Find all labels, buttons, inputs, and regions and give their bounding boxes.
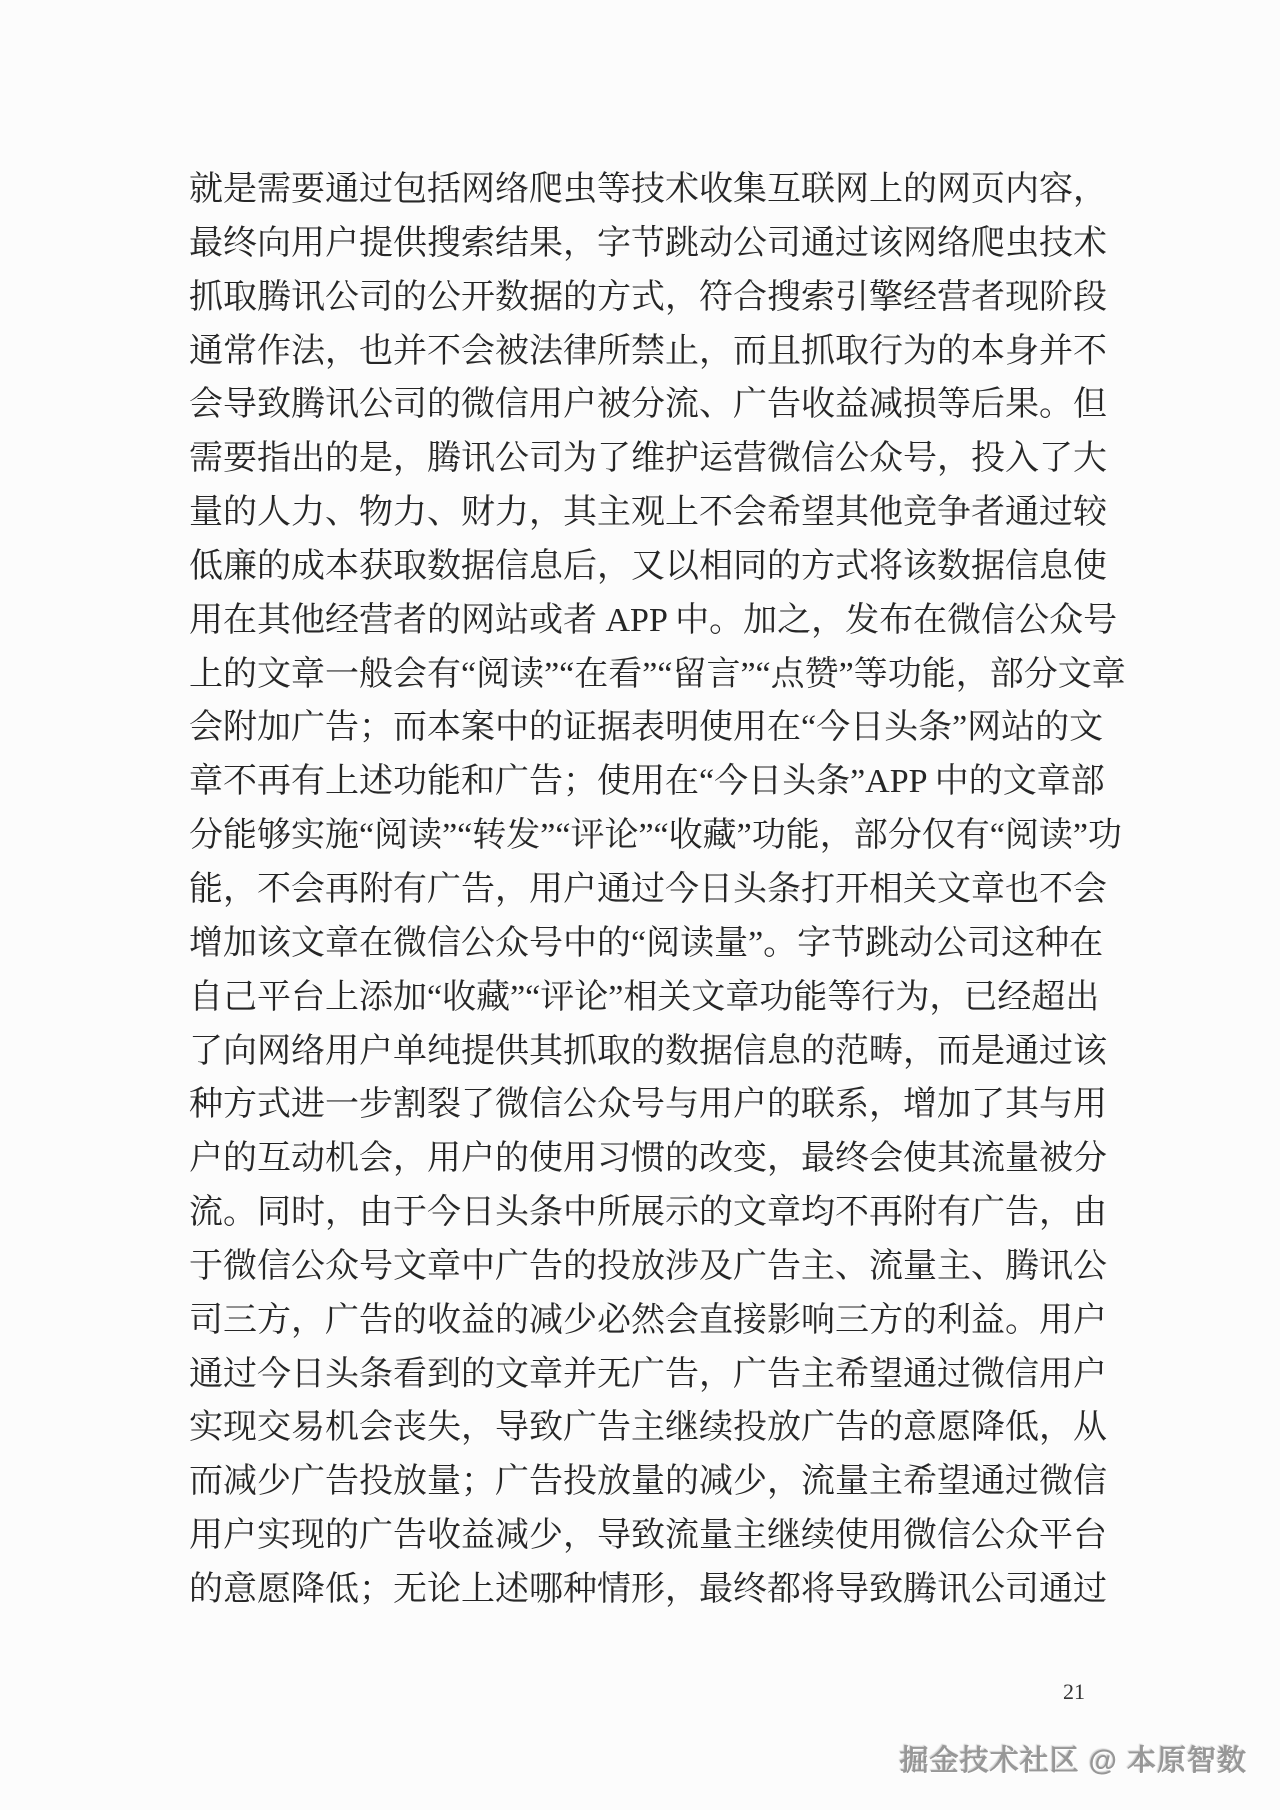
text-line: 抓取腾讯公司的公开数据的方式，符合搜索引擎经营者现阶段 xyxy=(189,278,1107,316)
text-line: 种方式进一步割裂了微信公众号与用户的联系，增加了其与用 xyxy=(189,1086,1107,1124)
text-line: 分能够实施“阅读”“转发”“评论”“收藏”功能，部分仅有“阅读”功 xyxy=(189,817,1122,855)
watermark: 掘金技术社区 @ 本原智数 xyxy=(899,1745,1247,1777)
text-line: 会导致腾讯公司的微信用户被分流、广告收益减损等后果。但 xyxy=(189,386,1107,424)
text-line: 用户实现的广告收益减少，导致流量主继续使用微信公众平台 xyxy=(189,1517,1107,1555)
text-line: 增加该文章在微信公众号中的“阅读量”。字节跳动公司这种在 xyxy=(189,924,1104,962)
text-line: 户的互动机会，用户的使用习惯的改变，最终会使其流量被分 xyxy=(189,1140,1107,1178)
page-number: 21 xyxy=(1063,1679,1085,1704)
text-line: 用在其他经营者的网站或者 APP 中。加之，发布在微信公众号 xyxy=(189,601,1118,639)
text-line: 通常作法，也并不会被法律所禁止，而且抓取行为的本身并不 xyxy=(189,332,1107,370)
text-line: 实现交易机会丧失，导致广告主继续投放广告的意愿降低，从 xyxy=(189,1409,1107,1447)
text-line: 最终向用户提供搜索结果，字节跳动公司通过该网络爬虫技术 xyxy=(189,224,1107,262)
text-line: 会附加广告；而本案中的证据表明使用在“今日头条”网站的文 xyxy=(189,709,1104,747)
text-line: 通过今日头条看到的文章并无广告，广告主希望通过微信用户 xyxy=(189,1355,1107,1393)
text-line: 章不再有上述功能和广告；使用在“今日头条”APP 中的文章部 xyxy=(189,763,1105,801)
text-line: 就是需要通过包括网络爬虫等技术收集互联网上的网页内容， xyxy=(189,171,1107,208)
text-line: 流。同时，由于今日头条中所展示的文章均不再附有广告，由 xyxy=(189,1194,1107,1232)
text-line: 能，不会再附有广告，用户通过今日头条打开相关文章也不会 xyxy=(189,870,1107,908)
text-line: 了向网络用户单纯提供其抓取的数据信息的范畴，而是通过该 xyxy=(189,1032,1107,1070)
text-line: 需要指出的是，腾讯公司为了维护运营微信公众号，投入了大 xyxy=(189,440,1107,478)
text-line: 而减少广告投放量；广告投放量的减少，流量主希望通过微信 xyxy=(189,1463,1107,1501)
text-line: 低廉的成本获取数据信息后，又以相同的方式将该数据信息使 xyxy=(189,547,1107,585)
text-line: 自己平台上添加“收藏”“评论”相关文章功能等行为，已经超出 xyxy=(189,978,1100,1016)
text-line: 量的人力、物力、财力，其主观上不会希望其他竞争者通过较 xyxy=(189,494,1107,532)
text-line: 于微信公众号文章中广告的投放涉及广告主、流量主、腾讯公 xyxy=(189,1247,1107,1285)
text-line: 司三方，广告的收益的减少必然会直接影响三方的利益。用户 xyxy=(189,1301,1107,1339)
body-text xyxy=(189,163,1126,1617)
text-line: 上的文章一般会有“阅读”“在看”“留言”“点赞”等功能，部分文章 xyxy=(189,655,1126,693)
text-line: 的意愿降低；无论上述哪种情形，最终都将导致腾讯公司通过 xyxy=(189,1570,1107,1608)
